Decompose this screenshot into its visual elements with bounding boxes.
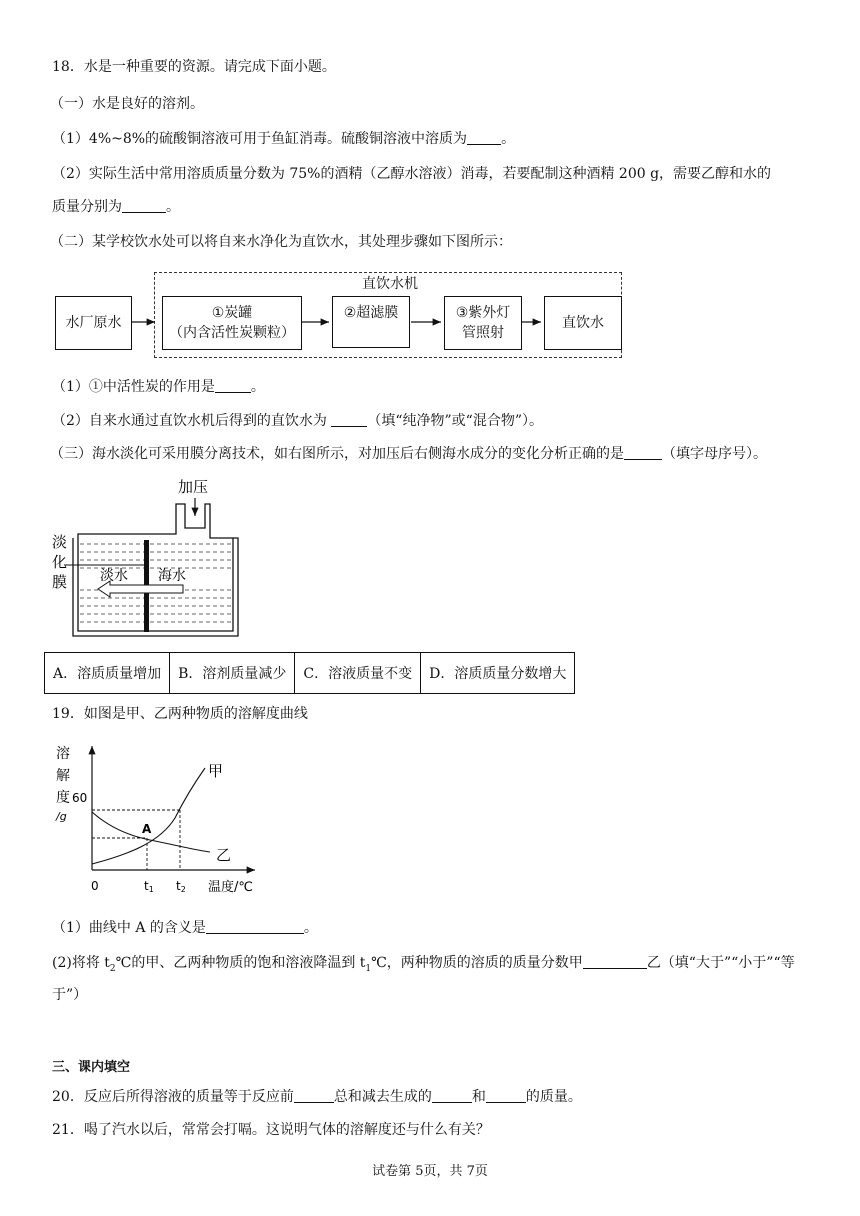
answer-blank[interactable] [624, 445, 662, 460]
membrane-diagram [40, 470, 260, 646]
pressure-label: 加压 [178, 478, 209, 496]
membrane-label-1: 淡 [52, 533, 68, 551]
container-wall [73, 504, 238, 636]
series-jia-label: 甲 [208, 762, 224, 780]
q18-part2: （二）某学校饮水处可以将自来水净化为直饮水，其处理步骤如下图所示： [50, 234, 512, 250]
option-b[interactable]: B．溶剂质量减少 [170, 653, 295, 694]
answer-blank[interactable] [486, 1088, 526, 1103]
ylabel-char-2: 解 [56, 768, 70, 784]
q18-q2-line2: 质量分别为 。 [52, 199, 180, 215]
q18-part3: （三）海水淡化可采用膜分离技术，如右图所示，对加压后右侧海水成分的变化分析正确的是 （填字母序号）。 [50, 446, 767, 462]
answer-blank[interactable] [215, 378, 251, 393]
membrane-label-2: 化 [52, 553, 68, 571]
q19-q2-line1: (2)将将 $t_2℃$的甲、乙两种物质的饱和溶液降温到 $t_1℃$，两种物质的溶质的质量分数甲 乙（填“大于”“小于”“等 [52, 955, 795, 974]
q21: 21．喝了汽水以后，常常会打嗝。这说明气体的溶解度还与什么有关？ [52, 1122, 490, 1138]
q18-q1: （1）4%~8%的硫酸铜溶液可用于鱼缸消毒。硫酸铜溶液中溶质为 。 [52, 131, 516, 147]
answer-blank[interactable] [294, 1088, 334, 1103]
fresh-label: 淡水 [100, 568, 128, 584]
q20: 20．反应后所得溶液的质量等于反应前 总和减去生成的 和 的质量。 [52, 1089, 582, 1105]
option-a[interactable]: A．溶质质量增加 [45, 653, 170, 694]
point-a-label: A [142, 822, 152, 836]
series-jia-curve [92, 768, 205, 864]
q18-part1: （一）水是良好的溶剂。 [50, 96, 204, 112]
y-unit: /g [56, 810, 67, 823]
q18-stem: 18．水是一种重要的资源。请完成下面小题。 [52, 59, 336, 75]
y-tick-60: 60 [72, 791, 88, 805]
guide-lines [92, 810, 180, 870]
step2-box: ②超滤膜 [332, 296, 410, 348]
options-table [44, 652, 575, 694]
source-box: 水厂原水 [55, 296, 132, 350]
solubility-chart [50, 738, 280, 896]
q19-stem: 19．如图是甲、乙两种物质的溶解度曲线 [52, 706, 308, 722]
answer-blank[interactable] [206, 919, 304, 934]
q18-p2-q1: （1）①中活性炭的作用是 。 [52, 379, 265, 395]
q18-q2-line1: （2）实际生活中常用溶质质量分数为 75%的酒精（乙醇水溶液）消毒，若要配制这种酒精 200 g，需要乙醇和水的 [52, 166, 772, 182]
machine-title: 直饮水机 [362, 276, 418, 292]
answer-blank[interactable] [432, 1088, 472, 1103]
q19-q2-line2: 于”） [52, 987, 88, 1003]
x-tick-0: 0 [91, 879, 99, 893]
output-box: 直饮水 [544, 296, 622, 350]
answer-blank[interactable] [331, 412, 367, 427]
ylabel-char-3: 度 [56, 790, 70, 806]
section3-title: 三、课内填空 [52, 1060, 131, 1075]
q18-p2-q2: （2）自来水通过直饮水机后得到的直饮水为 （填“纯净物”或“混合物”）。 [52, 413, 543, 429]
answer-blank[interactable] [583, 954, 647, 969]
option-c[interactable]: C．溶液质量不变 [295, 653, 421, 694]
x-tick-t1: t1 [144, 879, 154, 894]
series-yi-label: 乙 [216, 846, 232, 864]
x-tick-t2: t2 [176, 879, 186, 894]
flow-arrows [0, 0, 860, 380]
step3-box: ③紫外灯 管照射 [444, 296, 522, 350]
x-axis-label: 温度/℃ [208, 880, 253, 895]
ylabel-char-1: 溶 [56, 746, 70, 762]
sea-label: 海水 [158, 568, 186, 584]
membrane-label-3: 膜 [52, 573, 68, 591]
step1-box: ①炭罐 （内含活性炭颗粒） [162, 296, 302, 350]
q19-q1: （1）曲线中 A 的含义是 。 [52, 920, 318, 936]
option-d[interactable]: D．溶质质量分数增大 [421, 653, 575, 694]
page-footer: 试卷第 5页，共 7页 [372, 1164, 488, 1179]
